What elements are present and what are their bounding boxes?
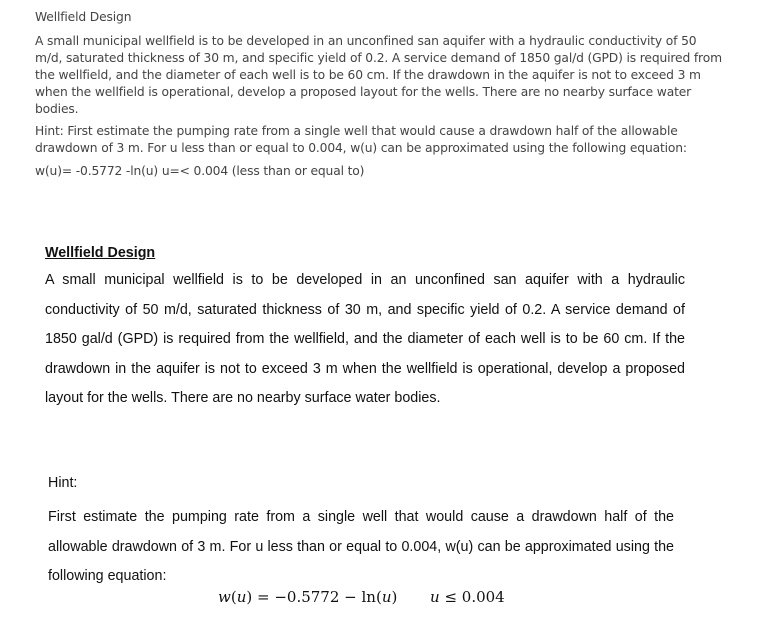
plain-problem-paragraph: A small municipal wellfield is to be developed in an unconfined san aquifer with a hydraulic conductivity of 50 m/d, saturated thickness of 30 m, and specific yield of 0.2. A service demand of 1850 gal/d (GPD) is required from the wellfield, and the diameter of each well is to be 60 cm. If the drawdown in the aquifer is not to exceed 3 m when the wellfield is operational, develop a proposed layout for the wells. There are no nearby surface water bodies. <box>35 34 722 116</box>
formatted-problem-section <box>45 244 685 414</box>
hint-paragraph: First estimate the pumping rate from a single well that would cause a drawdown half of the allowable drawdown of 3 m. For u less than or equal to 0.004, w(u) can be approximated using the following equation: <box>48 509 674 584</box>
formula-expression: = −0.5772 − ln( <box>252 588 382 606</box>
formula-wu: w(u) = −0.5772 − ln(u) <box>218 588 398 606</box>
plain-text-question <box>35 9 725 180</box>
formula-ln-var: u <box>381 588 392 606</box>
formatted-hint-section <box>48 474 674 592</box>
formula-condition <box>430 588 505 606</box>
condition-var: u <box>430 588 440 606</box>
hint-label: Hint: <box>48 475 78 491</box>
formatted-title: Wellfield Design <box>45 245 156 261</box>
plain-hint-paragraph: Hint: First estimate the pumping rate from a single well that would cause a drawdown half of the allowable drawdown of 3 m. For u less than or equal to 0.004, w(u) can be approximated using the following equation: <box>35 124 687 155</box>
formula-var: u <box>236 588 247 606</box>
plain-equation: w(u)= -0.5772 -ln(u) u=< 0.004 (less than or equal to) <box>35 164 365 178</box>
condition-expression: ≤ 0.004 <box>439 588 505 606</box>
plain-title: Wellfield Design <box>35 10 132 24</box>
formatted-problem-paragraph: A small municipal wellfield is to be developed in an unconfined san aquifer with a hydraulic conductivity of 50 m/d, saturated thickness of 30 m, and specific yield of 0.2. A service demand of 1850 gal/d (GPD) is required from the wellfield, and the diameter of each well is to be 60 cm. If the drawdown in the aquifer is not to exceed 3 m when the wellfield is operational, develop a proposed layout for the wells. There are no nearby surface water bodies. <box>45 272 685 406</box>
formula-func: w <box>218 588 231 606</box>
formula-close: ) <box>391 588 398 606</box>
